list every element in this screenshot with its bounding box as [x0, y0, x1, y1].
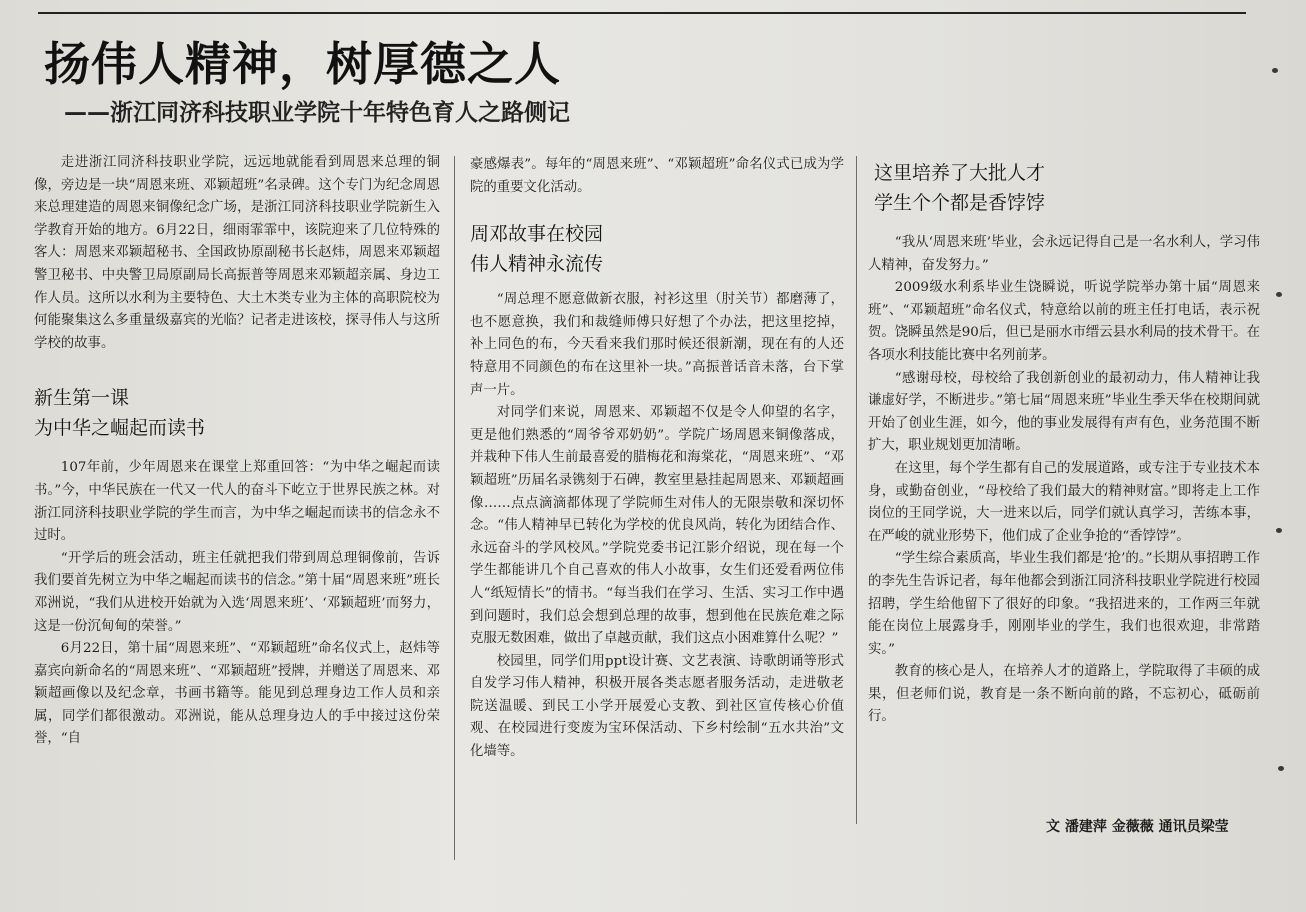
print-mark — [1276, 528, 1282, 533]
body-paragraph: “感谢母校，母校给了我创新创业的最初动力，伟人精神让我谦虚好学，不断进步。”第七届“周恩来班”毕业生季天华在校期间就开始了创业生涯，如今，他的事业发展得有声有色，业务范围不断扩大，职业规划更加清晰。 — [868, 370, 1260, 454]
body-paragraph: 校园里，同学们用ppt设计赛、文艺表演、诗歌朗诵等形式自发学习伟人精神，积极开展各类志愿者服务活动，走进敬老院送温暖、到民工小学开展爱心支教、到社区宣传核心价值观、在校园进行变废为宝环保活动、下乡村绘制“五水共治”文化墙等。 — [470, 653, 844, 760]
print-mark — [1272, 68, 1278, 73]
body-paragraph: “周总理不愿意做新衣服，衬衫这里（肘关节）都磨薄了，也不愿意换，我们和裁缝师傅只好想了个办法，把这里挖掉，补上同色的布，今天看来我们那时候还很新潮，现在有的人还特意用不同颜色的布在这里补一块。”高振普话音未落，台下掌声一片。 — [470, 292, 844, 398]
section-heading-line-1: 这里培养了大批人才 — [874, 162, 1046, 184]
column-divider — [856, 156, 857, 824]
body-paragraph: 2009级水利系毕业生饶瞬说，听说学院举办第十届“周恩来班”、“邓颖超班”命名仪式，特意给以前的班主任打电话，表示祝贺。饶瞬虽然是90后，但已是丽水市缙云县水利局的技术骨干。在各项水利技能比赛中名列前茅。 — [868, 280, 1260, 363]
article-headline: 扬伟人精神，树厚德之人 — [44, 37, 561, 91]
section-heading-line-1: 新生第一课 — [34, 387, 130, 410]
body-paragraph: 6月22日，第十届“周恩来班”、“邓颖超班”命名仪式上，赵炜等嘉宾向新命名的“周恩来班”、“邓颖超班”授牌，并赠送了周恩来、邓颖超画像以及纪念章，书画书籍等。能见到总理身边工作人员和亲属，同学们都很激动。邓洲说，能从总理身边人的手中接过这份荣誉，“自 — [34, 641, 440, 747]
print-mark — [1278, 766, 1284, 771]
section-heading-line-2: 学生个个都是香饽饽 — [874, 192, 1046, 214]
intro-paragraph: 走进浙江同济科技职业学院，远远地就能看到周恩来总理的铜像，旁边是一块“周恩来班、邓颖超班”名录碑。这个专门为纪念周恩来总理建造的周恩来铜像纪念广场，是浙江同济科技职业学院新生入学教育开始的地方。6月22日，细雨霏霏中，该院迎来了几位特殊的客人：周恩来邓颖超秘书、全国政协原副秘书长赵炜，周恩来邓颖超警卫秘书、中央警卫局原副局长高振普等周恩来邓颖超亲属、身边工作人员。这所以水利为主要特色、大土木类专业为主体的高职院校为何能聚集这么多重量级嘉宾的光临？记者走进该校，探寻伟人与这所学校的故事。 — [34, 155, 440, 351]
article-column-2 — [470, 154, 844, 764]
body-paragraph: 在这里，每个学生都有自己的发展道路，或专注于专业技术本身，或勤奋创业，“母校给了我们最大的精神财富。”即将走上工作岗位的王同学说，大一进来以后，同学们就认真学习，苦练本事，在严峻的就业形势下，他们成了企业争抢的“香饽饽”。 — [868, 460, 1260, 544]
body-paragraph: “学生综合素质高，毕业生我们都是‘抢’的。”长期从事招聘工作的李先生告诉记者，每年他都会到浙江同济科技职业学院进行校园招聘，学生给他留下了很好的印象。“我招进来的，工作两三年就能在岗位上展露身手，刚刚毕业的学生，我们也很欢迎，非常踏实。” — [868, 551, 1260, 657]
body-paragraph: 对同学们来说，周恩来、邓颖超不仅是令人仰望的名字，更是他们熟悉的“周爷爷邓奶奶”。学院广场周恩来铜像落成，并栽种下伟人生前最喜爱的腊梅花和海棠花，“周恩来班”、“邓颖超班”历届名录镌刻于石碑，教室里悬挂起周恩来、邓颖超画像……点点滴滴都体现了学院师生对伟人的无限崇敬和深切怀念。“伟人精神早已转化为学校的优良风尚，转化为团结合作、永远奋斗的学风校风。”学院党委书记江影介绍说，现在每一个学生都能讲几个自己喜欢的伟人小故事，女生们还爱看两位伟人“纸短情长”的情书。“每当我们在学习、生活、实习工作中遇到问题时，我们总会想到总理的故事，想到他在民族危难之际克服无数困难，做出了卓越贡献，我们这点小困难算什么呢？” — [470, 405, 844, 647]
section-heading-campus-stories — [470, 219, 844, 279]
section-heading-line-1: 周邓故事在校园 — [470, 223, 604, 246]
author-byline: 文 潘建萍 金薇薇 通讯员梁莹 — [1046, 819, 1229, 835]
section-heading-talents — [874, 158, 1045, 218]
article-column-1 — [34, 152, 440, 751]
top-rule — [38, 12, 1246, 14]
section-heading-first-lesson — [34, 383, 440, 443]
section-heading-line-2: 为中华之崛起而读书 — [34, 417, 206, 440]
article-column-3 — [868, 232, 1260, 729]
body-paragraph: 教育的核心是人，在培养人才的道路上，学院取得了丰硕的成果，但老师们说，教育是一条不断向前的路，不忘初心，砥砺前行。 — [868, 664, 1260, 725]
body-paragraph: 豪感爆表”。每年的“周恩来班”、“邓颖超班”命名仪式已成为学院的重要文化活动。 — [470, 157, 844, 195]
column-divider — [454, 156, 455, 860]
article-subheadline: ——浙江同济科技职业学院十年特色育人之路侧记 — [64, 100, 570, 126]
body-paragraph: “开学后的班会活动，班主任就把我们带到周总理铜像前，告诉我们要首先树立为中华之崛起而读书的信念。”第十届“周恩来班”班长邓洲说，“我们从进校开始就为入选‘周恩来班’、‘邓颖超班’而努力，这是一份沉甸甸的荣誉。” — [34, 550, 440, 634]
section-heading-line-2: 伟人精神永流传 — [470, 253, 604, 276]
body-paragraph: “我从‘周恩来班’毕业，会永远记得自己是一名水利人，学习伟人精神，奋发努力。” — [868, 235, 1260, 273]
print-mark — [1276, 292, 1282, 297]
body-paragraph: 107年前，少年周恩来在课堂上郑重回答：“为中华之崛起而读书。”今，中华民族在一代又一代人的奋斗下屹立于世界民族之林。对浙江同济科技职业学院的学生而言，为中华之崛起而读书的信念永不过时。 — [34, 460, 440, 544]
